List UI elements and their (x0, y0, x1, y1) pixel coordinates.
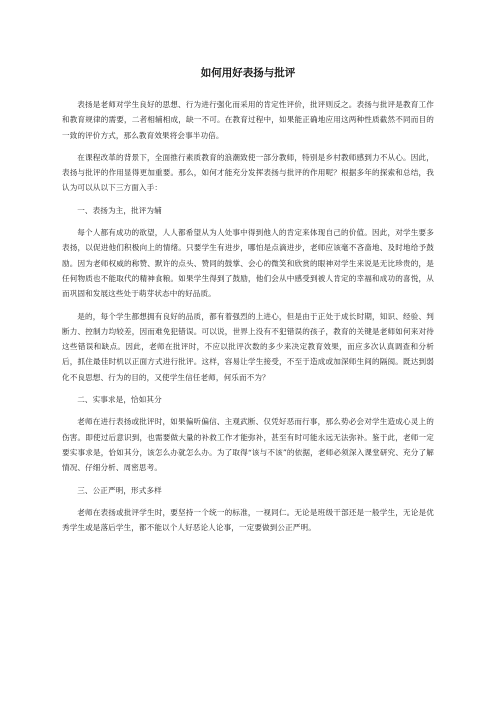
document-title: 如何用好表扬与批评 (200, 67, 296, 79)
context-paragraph: 在课程改革的背景下，全面推行素质教育的浪潮致使一部分教师，特别是乡村教师感到力不从心。因此，表扬与批评的作用显得更加重要。那么，如何才能充分发挥表扬与批评的作用呢？根据多年的探索和总结，我认为可以从以下三方面入手： (62, 152, 434, 193)
section-1-paragraph-1: 每个人都有成功的欲望，人人都希望从为人处事中得到他人的肯定来体现自己的价值。因此，对学生要多表扬，以促进他们积极向上的情绪。只要学生有进步，哪怕是点滴进步，老师应该毫不吝啬地、及时地给予鼓励。因为老师权威的称赞、默许的点头、赞同的鼓掌、会心的微笑和欣赏的眼神对学生来说是无比珍贵的，是任何物质也不能取代的精神食粮。如果学生得到了鼓励，他们会从中感受到被人肯定的幸福和成功的喜悦，从而巩固和发展这些处于萌芽状态中的好品质。 (62, 228, 434, 299)
section-heading-2: 二、实事求是，恰如其分 (77, 395, 162, 405)
section-heading-3: 三、公正严明，形式多样 (77, 485, 162, 495)
section-2-paragraph: 老师在进行表扬或批评时，如果偏听偏信、主观武断、仅凭好恶而行事，那么势必会对学生造成心灵上的伤害。即使过后意识到，也需要做大量的补救工作才能弥补，甚至有时可能永远无法弥补。鉴于此，老师一定要实事求是，恰如其分，该怎么办就怎么办。为了取得“该与不该”的依据，老师必须深入课堂研究、充分了解情况、仔细分析、周密思考。 (62, 417, 434, 473)
section-heading-1: 一、表扬为主，批评为辅 (77, 205, 162, 215)
section-3-paragraph: 老师在表扬或批评学生时，要坚持一个统一的标准，一视同仁。无论是班级干部还是一般学生，无论是优秀学生或是落后学生，都不能以个人好恶论人论事，一定要做到公正严明。 (62, 507, 434, 533)
intro-paragraph: 表扬是老师对学生良好的思想、行为进行强化而采用的肯定性评价，批评则反之。表扬与批评是教育工作和教育规律的需要，二者相辅相成，缺一不可。在教育过程中，如果能正确地应用这两种性质截然不同而目的一致的评价方式，那么教育效果将会事半功倍。 (62, 100, 434, 140)
section-1-paragraph-2: 是的，每个学生都想拥有良好的品质，都有着强烈的上进心，但是由于正处于成长时期，知识、经验、判断力、控制力均较差，因而难免犯错误。可以说，世界上没有不犯错误的孩子，教育的关键是老师如何来对待这些错误和缺点。因此，老师在批评时，不应以批评次数的多少来决定教育效果，而应多次认真调查和分析后，抓住最佳时机以正面方式进行批评。这样，容易让学生接受，不至于造成或加深师生间的隔阂。既达到弱化不良思想、行为的目的，又使学生信任老师，何乐而不为？ (62, 311, 434, 382)
